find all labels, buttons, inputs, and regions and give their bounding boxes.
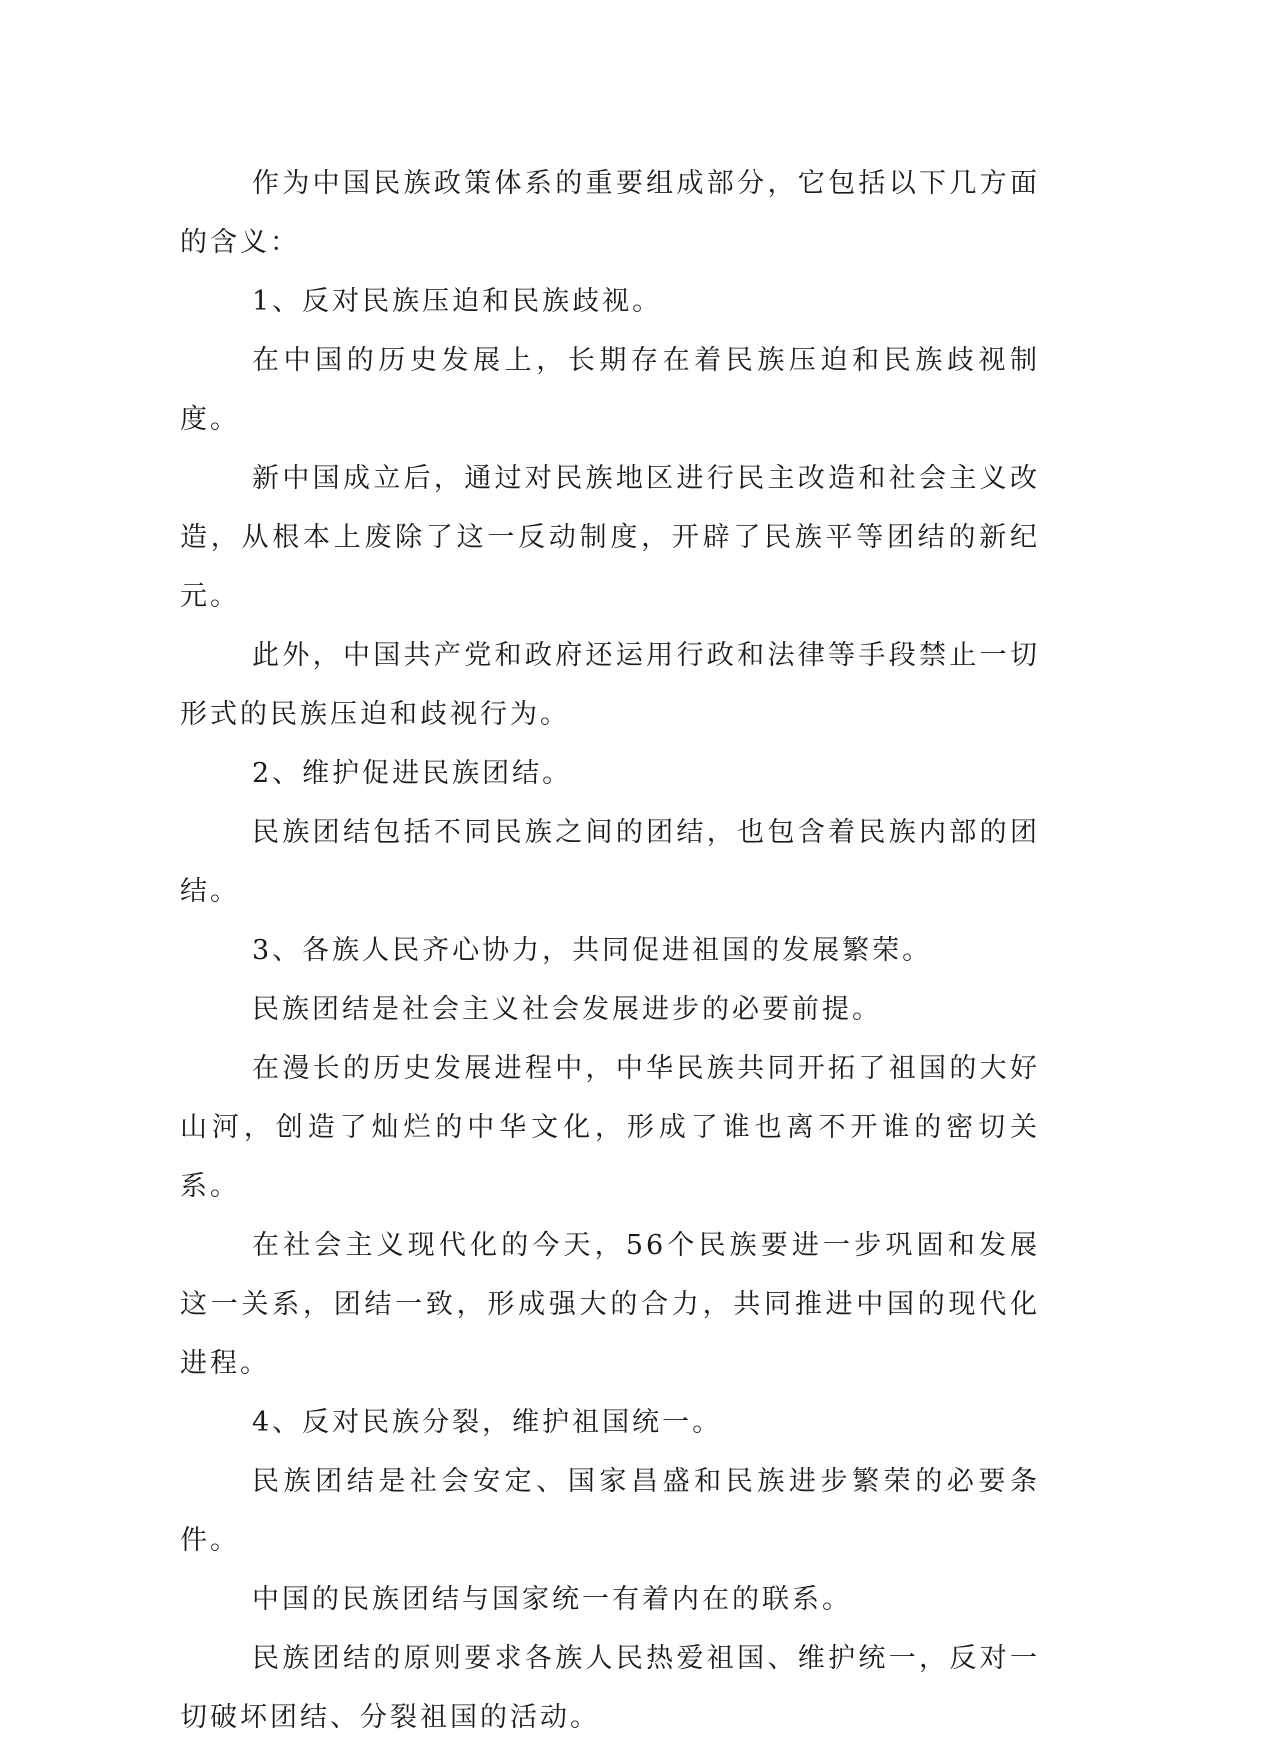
paragraph: 2、维护促进民族团结。 [252, 758, 573, 789]
paragraph: 新中国成立后，通过对民族地区进行民主改造和社会主义改造，从根本上废除了这一反动制度，开辟了民族平等团结的新纪元。 [180, 463, 1040, 612]
paragraph: 作为中国民族政策体系的重要组成部分，它包括以下几方面的含义： [180, 168, 1040, 258]
paragraph: 民族团结是社会主义社会发展进步的必要前提。 [252, 994, 882, 1025]
paragraph: 4、反对民族分裂，维护祖国统一。 [252, 1407, 723, 1438]
paragraph: 在社会主义现代化的今天，56个民族要进一步巩固和发展这一关系，团结一致，形成强大的合力，共同推进中国的现代化进程。 [180, 1230, 1040, 1379]
paragraph: 3、各族人民齐心协力，共同促进祖国的发展繁荣。 [252, 935, 933, 966]
paragraph: 民族团结的原则要求各族人民热爱祖国、维护统一，反对一切破坏团结、分裂祖国的活动。 [180, 1643, 1040, 1733]
paragraph: 在漫长的历史发展进程中，中华民族共同开拓了祖国的大好山河，创造了灿烂的中华文化，形成了谁也离不开谁的密切关系。 [180, 1053, 1040, 1202]
paragraph: 中国的民族团结与国家统一有着内在的联系。 [252, 1584, 852, 1615]
paragraph: 民族团结包括不同民族之间的团结，也包含着民族内部的团结。 [180, 817, 1040, 907]
paragraph: 1、反对民族压迫和民族歧视。 [252, 286, 663, 317]
paragraph: 民族团结是社会安定、国家昌盛和民族进步繁荣的必要条件。 [180, 1466, 1040, 1556]
paragraph: 在中国的历史发展上，长期存在着民族压迫和民族歧视制度。 [180, 345, 1040, 435]
document-body [180, 154, 1040, 1747]
paragraph: 此外，中国共产党和政府还运用行政和法律等手段禁止一切形式的民族压迫和歧视行为。 [180, 640, 1040, 730]
